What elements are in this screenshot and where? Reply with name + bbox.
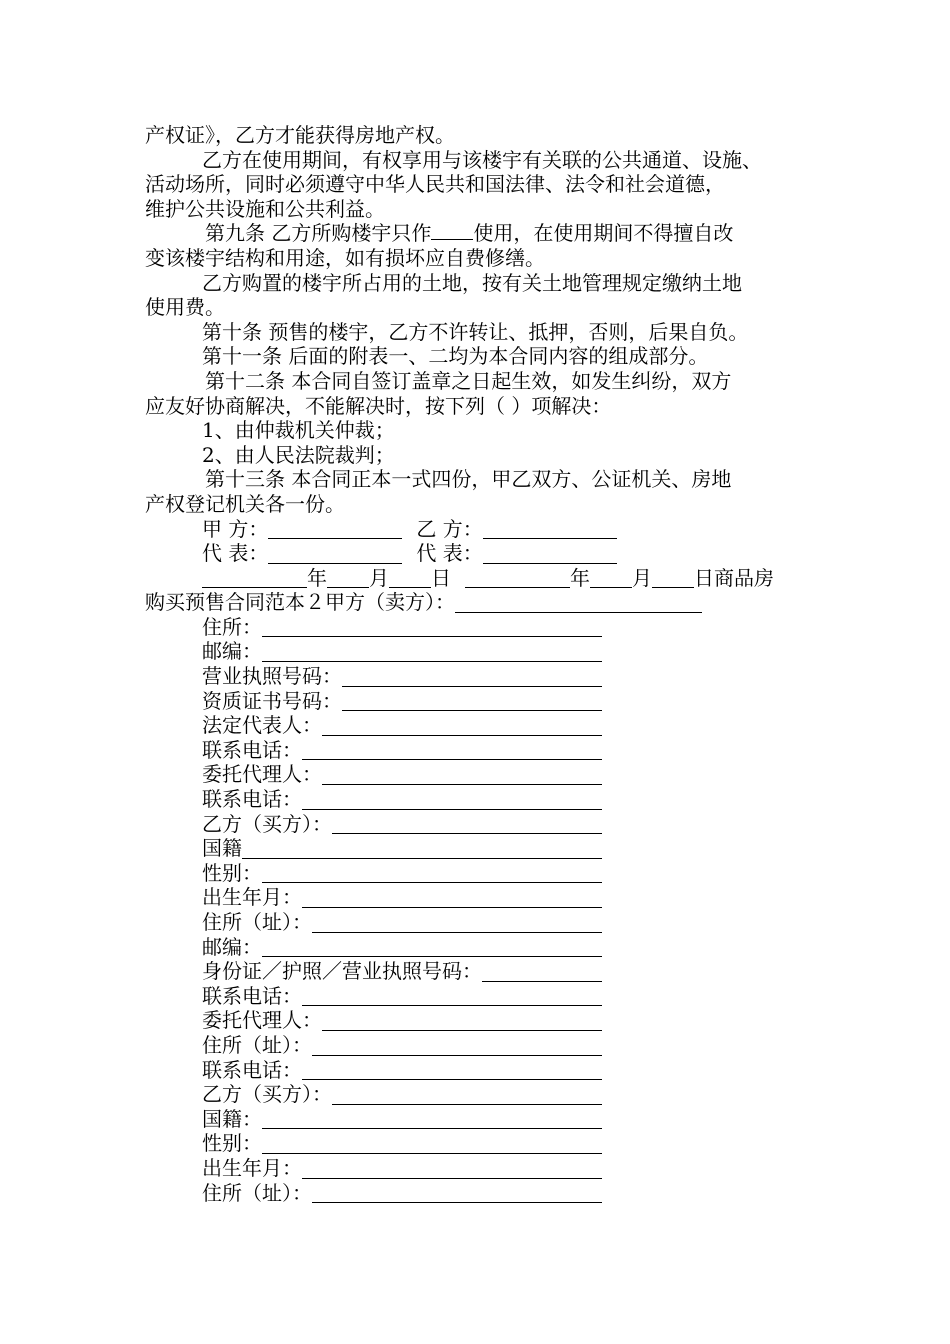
year-label: 年 (307, 565, 327, 590)
form-field-blank[interactable] (342, 691, 602, 711)
form-field-row (145, 984, 810, 1009)
form-field-row (145, 689, 810, 714)
form-field-row (145, 1058, 810, 1083)
article-9-text: 第九条 乙方所购楼宇只作 (205, 221, 432, 246)
party-a-blank (268, 519, 402, 539)
form-field-label: 住所（址）： (202, 1032, 312, 1057)
form-field-row (145, 615, 810, 640)
form-field-blank[interactable] (482, 962, 602, 982)
form-field-label: 联系电话： (202, 737, 302, 762)
form-field-row (145, 738, 810, 763)
form-field-blank[interactable] (312, 1183, 602, 1203)
form-field-row (145, 885, 810, 910)
form-field-row (145, 1008, 810, 1033)
form-field-label: 身份证／护照／营业执照号码： (202, 959, 482, 984)
article-9-text: 使用，在使用期间不得擅自改 (473, 221, 734, 246)
paragraph-line: 维护公共设施和公共利益。 (145, 196, 385, 221)
form-field-row (145, 1181, 810, 1206)
paragraph-line: 乙方购置的楼宇所占用的土地，按有关土地管理规定缴纳土地 (202, 270, 742, 295)
form-field-label: 性别： (202, 1131, 262, 1156)
template-title: 购买预售合同范本２甲方（卖方）： (145, 590, 455, 615)
form-field-row (145, 836, 810, 861)
form-field-blank[interactable] (322, 765, 602, 785)
article-12: 第十二条 本合同自签订盖章之日起生效，如发生纠纷，双方 (205, 368, 732, 393)
form-field-blank[interactable] (302, 790, 602, 810)
form-field-label: 联系电话： (202, 983, 302, 1008)
option-2: 2、由人民法院裁判； (202, 442, 395, 467)
form-field-label: 国籍 (202, 836, 242, 861)
form-field-label: 住所（址）： (202, 1180, 312, 1205)
form-field-row (145, 861, 810, 886)
form-field-label: 委托代理人： (202, 762, 322, 787)
date-row (145, 566, 810, 591)
form-field-row (145, 1131, 810, 1156)
form-field-label: 联系电话： (202, 1057, 302, 1082)
contract-page (145, 123, 810, 1205)
signature-rep-row (145, 541, 810, 566)
day-label: 日 (431, 565, 451, 590)
year-blank (202, 568, 307, 588)
form-field-blank[interactable] (342, 667, 602, 687)
form-field-blank[interactable] (302, 1060, 602, 1080)
seller-blank (455, 593, 702, 613)
form-field-blank[interactable] (302, 1159, 602, 1179)
form-field-blank[interactable] (242, 839, 602, 859)
form-field-row (145, 787, 810, 812)
form-field-blank[interactable] (322, 716, 602, 736)
form-field-label: 乙方（买方）： (202, 1082, 332, 1107)
rep-b-label: 代 表： (416, 541, 483, 566)
day-blank (652, 568, 694, 588)
form-field-row (145, 639, 810, 664)
month-blank (590, 568, 632, 588)
option-1: 1、由仲裁机关仲裁； (202, 418, 395, 443)
form-field-blank[interactable] (332, 1085, 602, 1105)
paragraph-line: 变该楼宇结构和用途，如有损坏应自费修缮。 (145, 245, 545, 270)
month-label: 月 (369, 565, 389, 590)
form-field-row (145, 762, 810, 787)
form-field-row (145, 664, 810, 689)
month-blank (327, 568, 369, 588)
year-blank (465, 568, 570, 588)
day-blank (389, 568, 431, 588)
buyer-fields-2 (145, 1082, 810, 1205)
form-field-label: 邮编： (202, 639, 262, 664)
form-field-row (145, 1156, 810, 1181)
paragraph-line: 产权登记机关各一份。 (145, 491, 345, 516)
form-field-blank[interactable] (302, 986, 602, 1006)
form-field-blank[interactable] (322, 1011, 602, 1031)
form-field-blank[interactable] (312, 913, 602, 933)
form-field-blank[interactable] (312, 1036, 602, 1056)
form-field-row (145, 1033, 810, 1058)
form-field-label: 邮编： (202, 934, 262, 959)
form-field-blank[interactable] (262, 863, 602, 883)
form-field-blank[interactable] (332, 814, 602, 834)
form-field-row (145, 812, 810, 837)
month-label: 月 (632, 565, 652, 590)
form-field-label: 法定代表人： (202, 713, 322, 738)
seller-fields (145, 615, 810, 812)
party-a-label: 甲 方： (202, 516, 269, 541)
form-field-label: 乙方（买方）： (202, 811, 332, 836)
form-field-label: 营业执照号码： (202, 664, 342, 689)
article-13: 第十三条 本合同正本一式四份，甲乙双方、公证机关、房地 (205, 467, 732, 492)
form-field-label: 出生年月： (202, 1155, 302, 1180)
rep-a-blank (268, 544, 402, 564)
form-field-row (145, 1082, 810, 1107)
form-field-blank[interactable] (302, 888, 602, 908)
form-field-label: 联系电话： (202, 787, 302, 812)
form-field-label: 委托代理人： (202, 1008, 322, 1033)
form-field-blank[interactable] (262, 1134, 602, 1154)
form-field-label: 住所（址）： (202, 910, 312, 934)
template-title-row (145, 590, 810, 615)
article-10: 第十条 预售的楼宇，乙方不许转让、抵押，否则，后果自负。 (202, 319, 749, 344)
paragraph-line: 产权证》，乙方才能获得房地产权。 (145, 123, 455, 147)
buyer-fields (145, 812, 810, 1083)
day-title-text: 日商品房 (694, 565, 774, 590)
article-11: 第十一条 后面的附表一、二均为本合同内容的组成部分。 (202, 344, 709, 369)
form-field-label: 出生年月： (202, 885, 302, 910)
paragraph-line: 使用费。 (145, 295, 225, 320)
form-field-row (145, 959, 810, 984)
signature-party-row (145, 517, 810, 542)
form-field-label: 资质证书号码： (202, 688, 342, 713)
party-b-label: 乙 方： (416, 516, 483, 541)
form-field-label: 住所： (202, 614, 262, 639)
form-field-row (145, 935, 810, 960)
rep-b-blank (483, 544, 617, 564)
usage-blank (431, 221, 473, 240)
form-field-blank[interactable] (262, 937, 602, 957)
paragraph-line: 乙方在使用期间，有权享用与该楼宇有关联的公共通道、设施、 (202, 147, 762, 172)
form-field-row (145, 713, 810, 738)
form-field-label: 性别： (202, 860, 262, 885)
form-field-blank[interactable] (262, 617, 602, 637)
paragraph-line: 应友好协商解决，不能解决时，按下列（ ）项解决： (145, 393, 612, 418)
year-label: 年 (570, 565, 590, 590)
article-9 (145, 221, 810, 246)
form-field-row (145, 910, 810, 935)
form-field-blank[interactable] (262, 642, 602, 662)
form-field-blank[interactable] (262, 1109, 602, 1129)
party-b-blank (483, 519, 617, 539)
form-field-label: 国籍： (202, 1106, 262, 1131)
form-field-row (145, 1107, 810, 1132)
form-field-blank[interactable] (302, 740, 602, 760)
rep-a-label: 代 表： (202, 541, 269, 566)
paragraph-line: 活动场所，同时必须遵守中华人民共和国法律、法令和社会道德， (145, 172, 725, 197)
